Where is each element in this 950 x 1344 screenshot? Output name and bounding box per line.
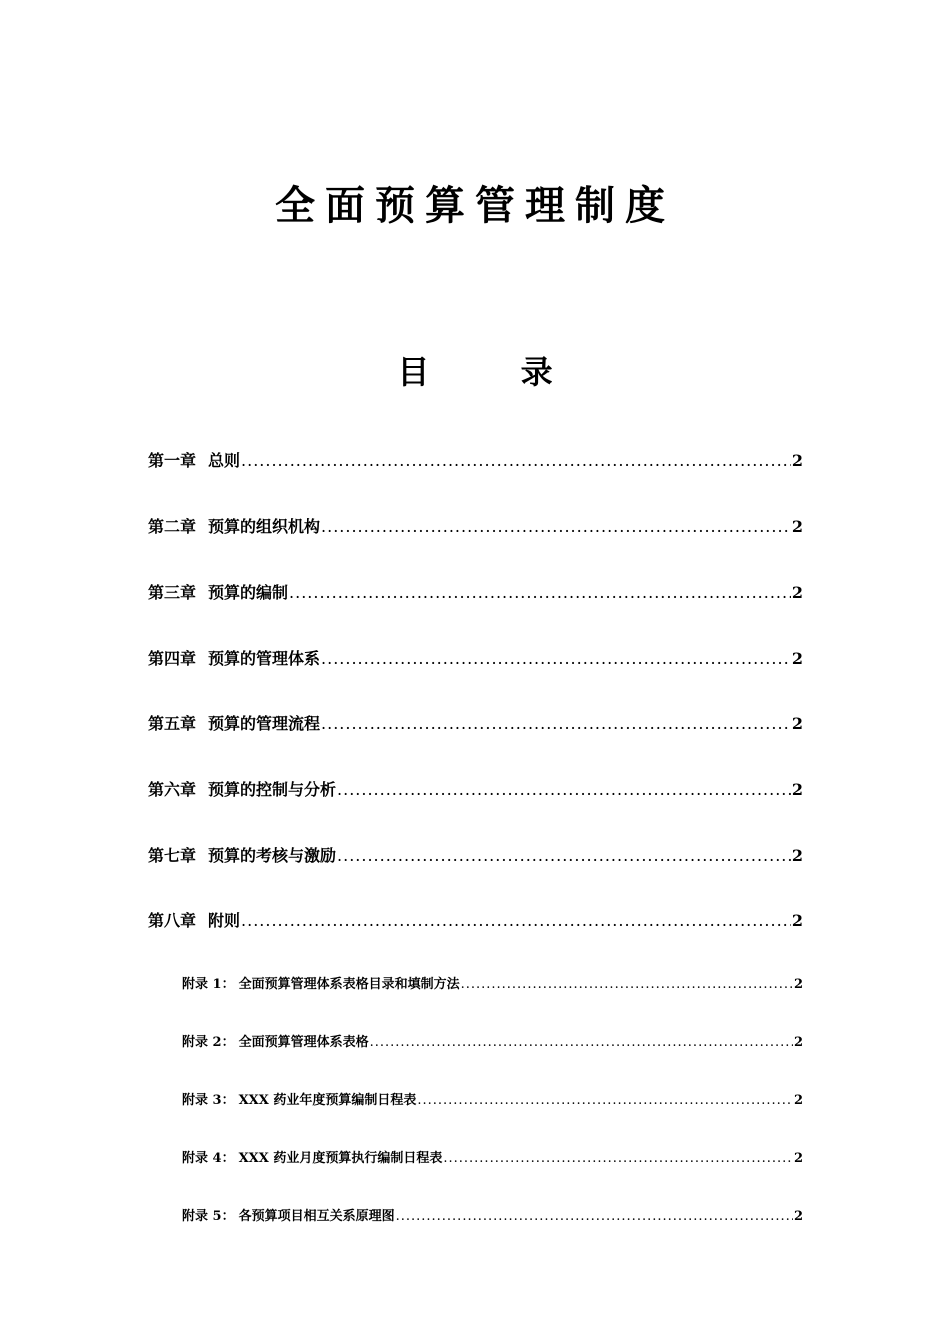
toc-leader-dots [461,975,793,995]
toc-page-number: 2 [791,846,803,865]
toc-entry-chapter-4[interactable] [148,648,803,670]
toc-entry-appendix-5[interactable] [182,1207,803,1227]
toc-entry-chapter-8[interactable] [148,910,803,932]
toc-chapter-number: 第八章 [148,911,197,930]
toc-entry-chapter-7[interactable] [148,845,803,867]
toc-page-number: 2 [793,977,803,992]
toc-chapter-number: 第三章 [148,583,197,602]
toc-page-number: 2 [791,583,803,602]
toc-page-number: 2 [791,714,803,733]
toc-page-number: 2 [793,1209,803,1224]
toc-chapter-number: 第一章 [148,451,197,470]
toc-chapter-title: 预算的组织机构 [208,517,321,536]
toc-chapter-title: 预算的管理体系 [208,649,321,668]
toc-leader-dots [337,845,791,867]
toc-appendix-number: 附录 3： [182,1093,235,1108]
toc-page-number: 2 [793,1093,803,1108]
toc-appendix-number: 附录 2： [182,1035,235,1050]
toc-chapter-title: 预算的管理流程 [208,714,321,733]
toc-entry-chapter-3[interactable] [148,582,803,604]
toc-page-number: 2 [791,780,803,799]
toc-entry-appendix-1[interactable] [182,975,803,995]
toc-appendix-title: 全面预算管理体系表格目录和填制方法 [238,977,460,992]
document-title: 全面预算管理制度 [275,182,675,229]
toc-appendix-title: XXX 药业年度预算编制日程表 [238,1093,417,1108]
toc-entry-appendix-3[interactable] [182,1091,803,1111]
toc-page-number: 2 [793,1035,803,1050]
toc-chapter-title: 附则 [208,911,241,930]
toc-entry-chapter-1[interactable] [148,450,803,472]
toc-page-number: 2 [793,1151,803,1166]
toc-heading: 目 录 [397,353,593,391]
toc-page-number: 2 [791,911,803,930]
toc-leader-dots [443,1149,793,1169]
toc-leader-dots [289,582,791,604]
toc-leader-dots [370,1033,793,1053]
toc-chapter-title: 预算的编制 [208,583,289,602]
toc-appendix-title: XXX 药业月度预算执行编制日程表 [238,1151,443,1166]
toc-entry-appendix-4[interactable] [182,1149,803,1169]
toc-chapter-number: 第六章 [148,780,197,799]
toc-chapter-number: 第二章 [148,517,197,536]
toc-entry-appendix-2[interactable] [182,1033,803,1053]
toc-appendix-number: 附录 4： [182,1151,235,1166]
toc-leader-dots [321,713,791,735]
toc-leader-dots [337,779,791,801]
toc-entry-chapter-2[interactable] [148,516,803,538]
toc-page-number: 2 [791,649,803,668]
toc-chapter-number: 第五章 [148,714,197,733]
toc-leader-dots [396,1207,793,1227]
toc-page-number: 2 [791,517,803,536]
toc-chapter-number: 第四章 [148,649,197,668]
toc-chapter-number: 第七章 [148,846,197,865]
toc-appendix-title: 各预算项目相互关系原理图 [238,1209,395,1224]
toc-entry-chapter-6[interactable] [148,779,803,801]
toc-chapter-title: 预算的考核与激励 [208,846,337,865]
toc-chapter-title: 预算的控制与分析 [208,780,337,799]
toc-leader-dots [321,516,791,538]
toc-appendix-number: 附录 5： [182,1209,235,1224]
toc-leader-dots [321,648,791,670]
toc-appendix-title: 全面预算管理体系表格 [238,1035,369,1050]
toc-leader-dots [417,1091,793,1111]
toc-entry-chapter-5[interactable] [148,713,803,735]
toc-chapter-title: 总则 [208,451,241,470]
toc-leader-dots [241,450,791,472]
toc-appendix-number: 附录 1： [182,977,235,992]
toc-page-number: 2 [791,451,803,470]
toc-leader-dots [241,910,791,932]
